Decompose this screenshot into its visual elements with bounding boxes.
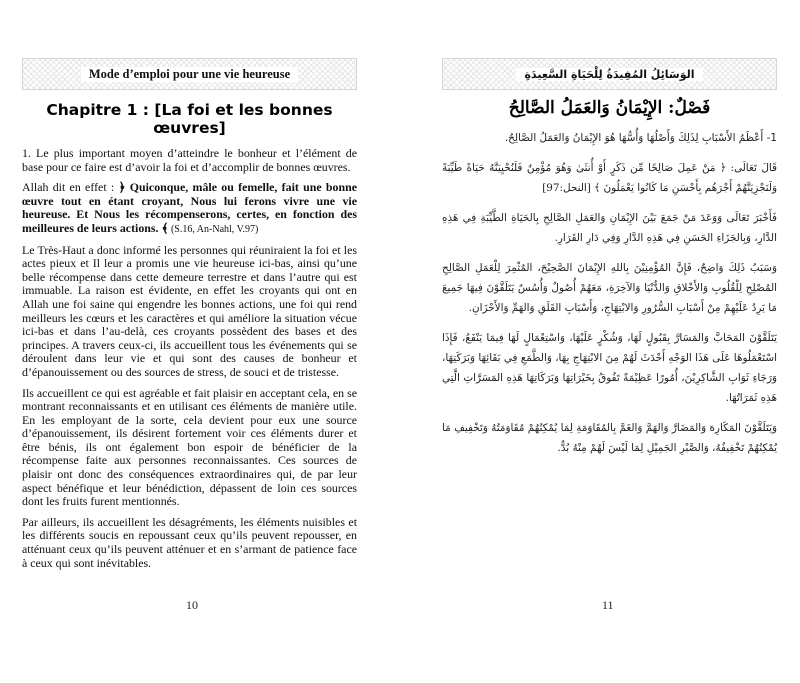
left-header-text: Mode d’emploi pour une vie heureuse [81, 67, 298, 82]
arabic-paragraph-3: فَأَخْبَرَ تَعَالَى وَوَعَدَ مَنْ جَمَعَ بَيْنَ الإِيْمَانِ وَالعَمَلِ الصَّالِحِ بِالحَيَاةِ الطَّيِّبَةِ فِي هَذِهِ الدَّارِ، وَبِالجَزَاءِ الحَسَنِ فِي هَذِهِ الدَّارِ وَفِي دَارِ القَرَارِ. [442, 212, 777, 244]
paragraph-3: Le Très-Haut a donc informé les personnes qui réuniraient la foi et les actes pieux et Il leur a promis une vie heureuse ici-bas, ainsi qu’une belle récompense dans cette demeure terrestre et dans l’autre qui est immuable. La raison est évidente, en effet les croyants qui ont en Allah une foi saine qui engendre les bonnes actions, une foi qui rend meilleurs les cœurs et les caractères et qui améliore la situation vécue ici-bas et dans l’au-delà, ces croyants possèdent des bases et des principes. A travers ceux-ci, ils accueillent tous les événements qui se déroulent dans leur vie et qui sont des causes de bonheur et d’épanouissement ou des sources de stress, de souci et de tristesse. [22, 242, 357, 379]
right-header-text: الوَسَائِلُ المُفِيدَةُ لِلْحَيَاةِ السَّعِيدَةِ [516, 68, 702, 81]
paragraph-5: Par ailleurs, ils accueillent les désagréments, les éléments nuisibles et les différents soucis en repoussant ceux qu’ils peuvent repousser, en atténuant ceux qu’ils peuvent atténuer et en s’armant de patience face à ceux qui sont inévitables. [22, 514, 357, 570]
quote-intro: Allah dit en effet : [22, 180, 119, 195]
arabic-paragraph-5: يَتَلَقَّوْنَ المَحَابَّ وَالمَسَارَّ بِقَبُولٍ لَهَا، وَشُكْرٍ عَلَيْهَا، وَاسْتِعْمَالٍ لَهَا فِيمَا يَنْفَعُ، فَإِذَا اسْتَعْمَلُوهَا عَلَى هَذَا الوَجْهِ أَحْدَثَ لَهُمْ مِنَ الابْتِهَاجِ بِهَا، وَالطَّمَعِ فِي بَقَائِهَا وَبَرَكَتِهَا، وَرَجَاءِ ثَوَابِ الشَّاكِرِيْنَ، أُمُورًا عَظِيْمَةً تَفُوقُ بِخَيْرَاتِهَا وَبَرَكَاتِهَا هَذِهِ المَسَرَّاتِ الَّتِي هَذِهِ ثَمَرَاتُهَا. [442, 332, 777, 404]
arabic-paragraph-1: 1- أَعْظَمُ الأَسْبَابِ لِذَلِكَ وَأَصْلُهَا وَأُسُّهَا هُوَ الإِيْمَانُ وَالعَمَلُ الصَّالِحُ. [504, 132, 777, 144]
right-body-text [442, 128, 777, 458]
chapter-title: Chapitre 1 : [La foi et les bonnes œuvres] [46, 101, 333, 137]
arabic-paragraph-4: وَسَبَبُ ذَلِكَ وَاضِحٌ، فَإِنَّ المُؤْمِنِيْنَ بِاللهِ الإِيْمَانَ الصَّحِيْحَ، المُثْمِرَ لِلْعَمَلِ الصَّالِحِ المُصْلِحِ لِلْقُلُوبِ وَالأَخْلاقِ وَالدُّنْيَا وَالآخِرَةِ، مَعَهُمْ أُصُولٌ وَأُسُسٌ يَتَلَقَّوْنَ فِيهَا جَمِيعَ مَا يَرِدُ عَلَيْهِمْ مِنْ أَسْبَابِ السُّرُورِ وَالابْتِهَاجِ، وَأَسْبَابِ القَلَقِ وَالهَمِّ وَالأَحْزَانِ. [442, 262, 777, 314]
paragraph-4: Ils accueillent ce qui est agréable et fait plaisir en acceptant cela, en se montrant reconnaissants et en utilisant ces éléments de manière utile. En les employant de la sorte, cela devient pour eux une source d’épanouissement, ils désirent fortement voir ces éléments durer et être bénis, ils ont également bon espoir de bénéficier de la récompense faite aux personnes reconnaissantes. Ces sources de plaisir ont donc des conséquences extraordinaires qui, de par leur aspect bénéfique et leur bénédiction, dépassent de loin ces sources dont les fruits furent mentionnés. [22, 385, 357, 509]
left-page [22, 58, 357, 577]
right-page-number: 11 [602, 598, 614, 612]
left-page-number: 10 [186, 598, 198, 612]
right-page [442, 58, 777, 468]
left-body-text [22, 147, 357, 570]
paragraph-2 [22, 181, 357, 236]
quran-quote: ﴿ Quiconque, mâle ou femelle, fait une bonne œuvre tout en étant croyant, Nous lui ferons vivre une vie heureuse. Et Nous les récompenserons, certes, en fonction des meilleures de leurs actions. ﴾ [22, 180, 357, 235]
right-running-header [442, 58, 777, 90]
quote-reference: (S.16, An-Nahl, V.97) [168, 223, 259, 235]
arabic-paragraph-2: قَالَ تَعَالَى: ﴿ مَنْ عَمِلَ صَالِحًا مِّن ذَكَرٍ أَوْ أُنثَىٰ وَهُوَ مُؤْمِنٌ فَلَنُحْيِيَنَّهُ حَيَاةً طَيِّبَةً وَلَنَجْزِيَنَّهُمْ أَجْرَهُم بِأَحْسَنِ مَا كَانُوا يَعْمَلُونَ ﴾ [النحل:97] [442, 162, 777, 194]
left-running-header [22, 58, 357, 90]
paragraph-1: 1. Le plus important moyen d’atteindre le bonheur et l’élément de base pour ce faire est d’avoir la foi et d’accomplir de bonnes œuvres. [22, 146, 357, 174]
arabic-paragraph-6: وَيَتَلَقَّوْنَ المَكَارِهَ وَالمَضَارَّ وَالهَمَّ وَالغَمَّ بِالمُقَاوَمَةِ لِمَا يُمْكِنُهُمْ مُقَاوَمَتُهُ وَتَخْفِيفِ مَا يُمْكِنُهُمْ تَخْفِيفُهُ، وَالصَّبْرِ الجَمِيْلِ لِمَا لَيْسَ لَهُمْ مِنْهُ بُدٌّ. [442, 422, 777, 454]
arabic-chapter-title: فَصْلٌ: الإِيْمَانُ وَالعَمَلُ الصَّالِحُ [508, 98, 711, 118]
